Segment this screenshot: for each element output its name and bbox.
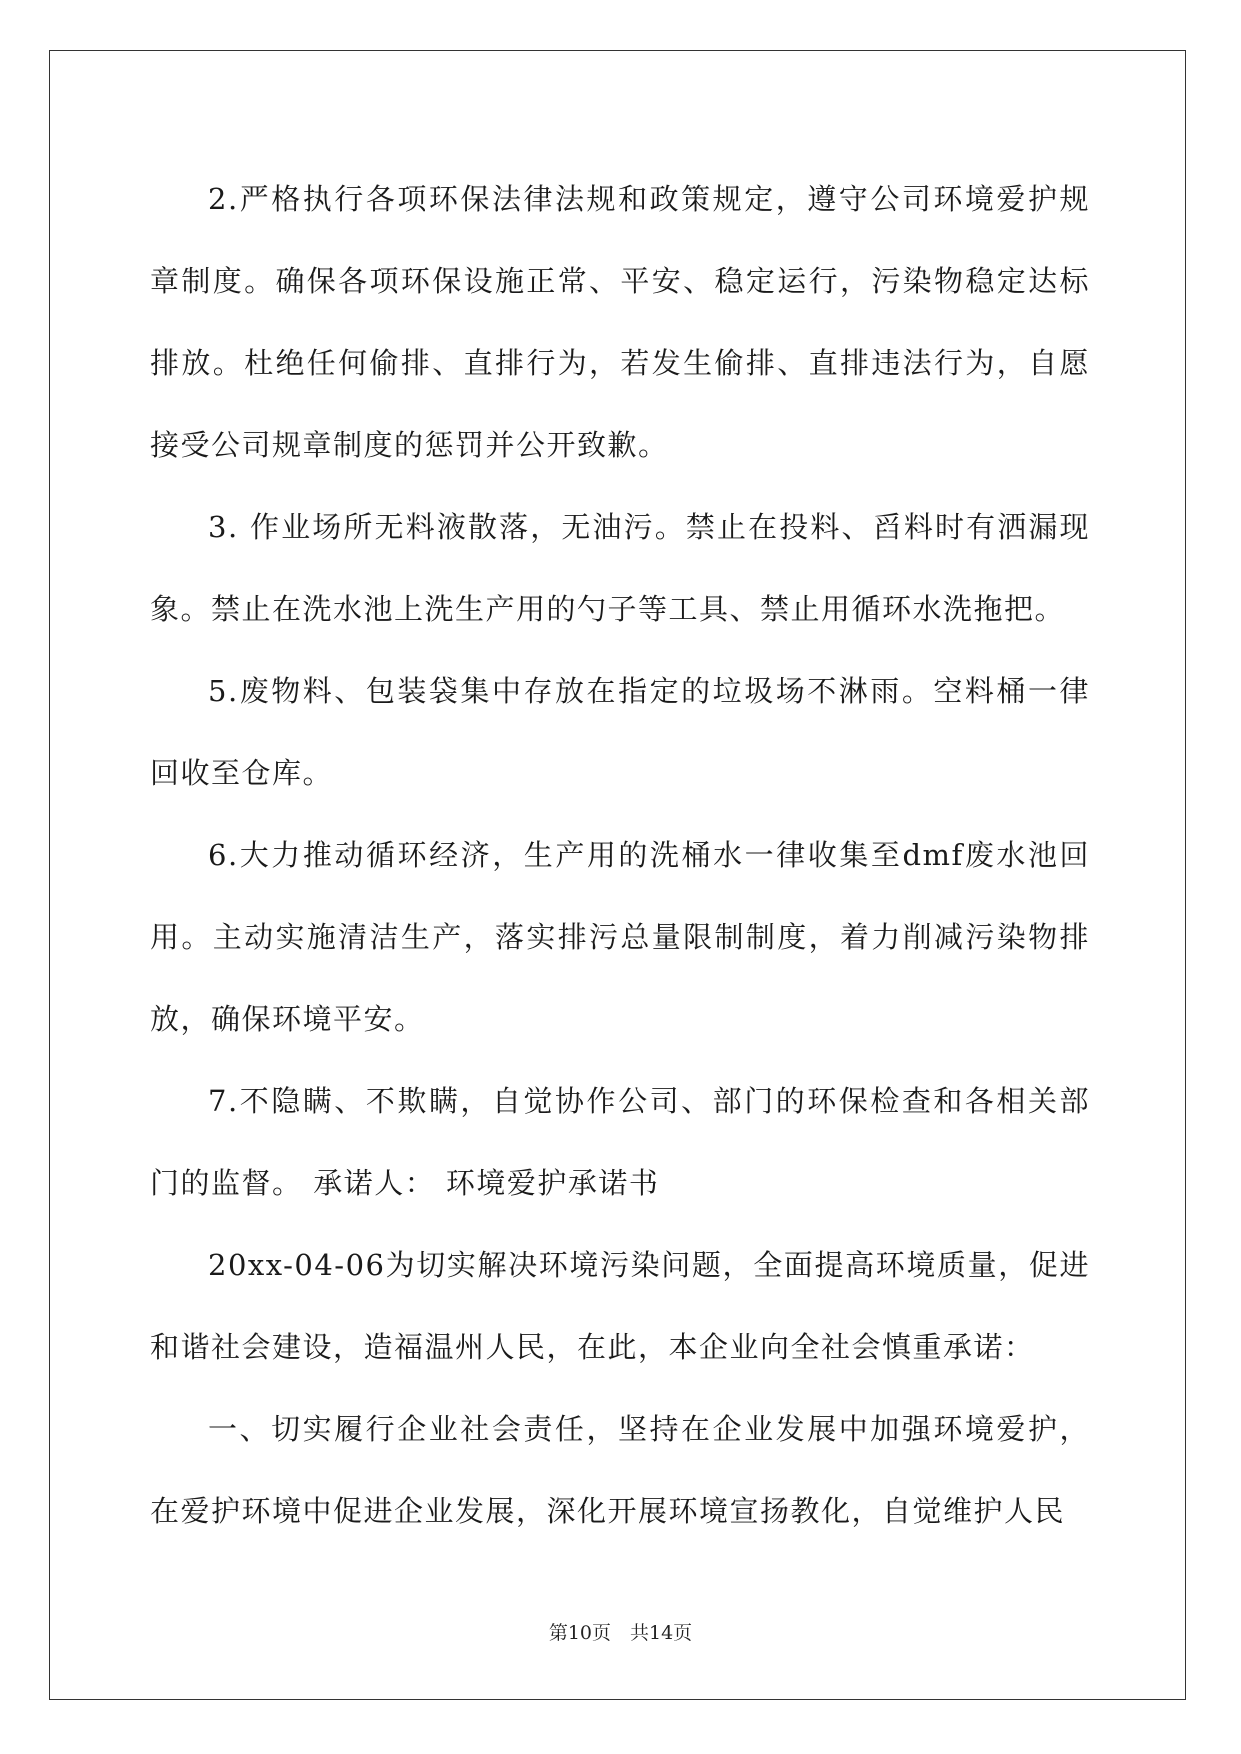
paragraph-section-one: 一、切实履行企业社会责任，坚持在企业发展中加强环境爱护，在爱护环境中促进企业发展，深化开展环境宣扬教化，自觉维护人民 bbox=[150, 1412, 1090, 1528]
paragraph-item-5: 5.废物料、包装袋集中存放在指定的垃圾场不淋雨。空料桶一律回收至仓库。 bbox=[150, 674, 1090, 790]
paragraph-item-3: 3. 作业场所无料液散落，无油污。禁止在投料、舀料时有洒漏现象。禁止在洗水池上洗生产用的勺子等工具、禁止用循环水洗拖把。 bbox=[150, 510, 1090, 626]
document-body bbox=[150, 158, 1090, 1552]
paragraph-item-7: 7.不隐瞒、不欺瞒，自觉协作公司、部门的环保检查和各相关部门的监督。 承诺人： 环境爱护承诺书 bbox=[150, 1084, 1090, 1200]
page-number-footer: 第10页 共14页 bbox=[548, 1622, 693, 1644]
paragraph-item-2: 2.严格执行各项环保法律法规和政策规定，遵守公司环境爱护规章制度。确保各项环保设施正常、平安、稳定运行，污染物稳定达标排放。杜绝任何偷排、直排行为，若发生偷排、直排违法行为，自愿接受公司规章制度的惩罚并公开致歉。 bbox=[150, 182, 1090, 462]
paragraph-date-intro: 20xx-04-06为切实解决环境污染问题，全面提高环境质量，促进和谐社会建设，造福温州人民，在此，本企业向全社会慎重承诺： bbox=[150, 1248, 1090, 1364]
paragraph-item-6: 6.大力推动循环经济，生产用的洗桶水一律收集至dmf废水池回用。主动实施清洁生产，落实排污总量限制制度，着力削减污染物排放，确保环境平安。 bbox=[150, 838, 1090, 1036]
